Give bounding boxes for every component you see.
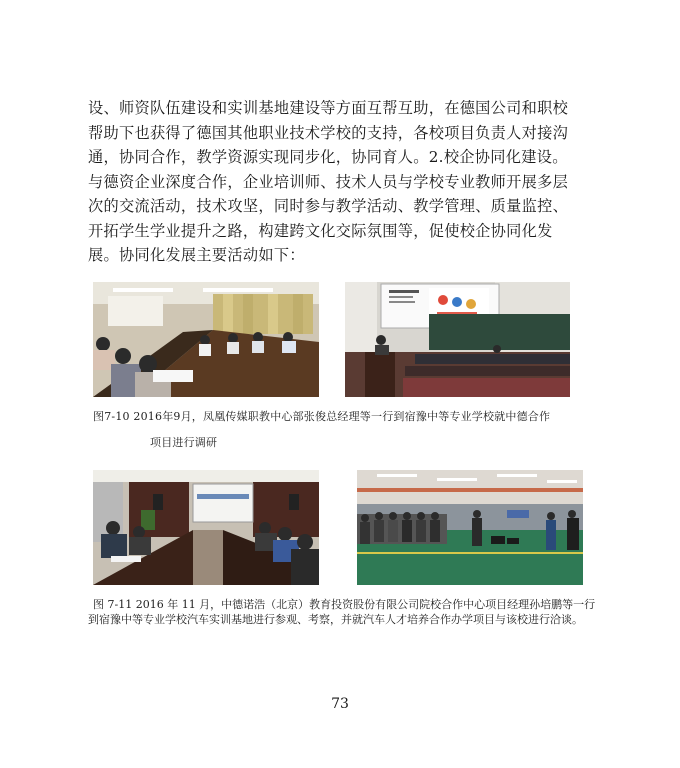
body-paragraph [88, 96, 592, 268]
figure-7-11-caption-line2: 到宿豫中等专业学校汽车实训基地进行参观、考察，并就汽车人才培养合作办学项目与该校进行洽谈。 [88, 613, 583, 626]
photo-presentation-hall-1 [345, 282, 570, 397]
figure-7-11-caption-line1: 图 7-11 2016 年 11 月，中德诺浩（北京）教育投资股份有限公司院校合作中心项目经理孙培鹏等一行 [93, 598, 596, 611]
photo-auto-workshop [357, 470, 583, 585]
page-number: 73 [331, 696, 349, 712]
photo-meeting-room-2 [93, 470, 319, 585]
body-line: 通，协同合作，教学资源实现同步化，协同育人。2.校企协同化建设。 [88, 148, 568, 166]
body-line: 开拓学生学业提升之路，构建跨文化交际氛围等，促使校企协同化发 [88, 221, 553, 240]
body-line: 设、师资队伍建设和实训基地建设等方面互帮互助，在德国公司和职校 [88, 99, 569, 117]
figure-7-10-caption-line2: 项目进行调研 [150, 436, 218, 449]
body-line: 帮助下也获得了德国其他职业技术学校的支持，各校项目负责人对接沟 [88, 123, 569, 142]
figure-7-10-caption-line1: 图7-10 2016年9月，凤凰传媒职教中心部张俊总经理等一行到宿豫中等专业学校就中德合作 [93, 410, 551, 423]
photo-meeting-room-1 [93, 282, 319, 397]
body-line: 次的交流活动，技术攻坚，同时参与教学活动、教学管理、质量监控、 [88, 197, 569, 215]
body-line: 与德资企业深度合作，企业培训师、技术人员与学校专业教师开展多层 [88, 172, 569, 191]
body-line: 展。协同化发展主要活动如下： [88, 246, 305, 264]
